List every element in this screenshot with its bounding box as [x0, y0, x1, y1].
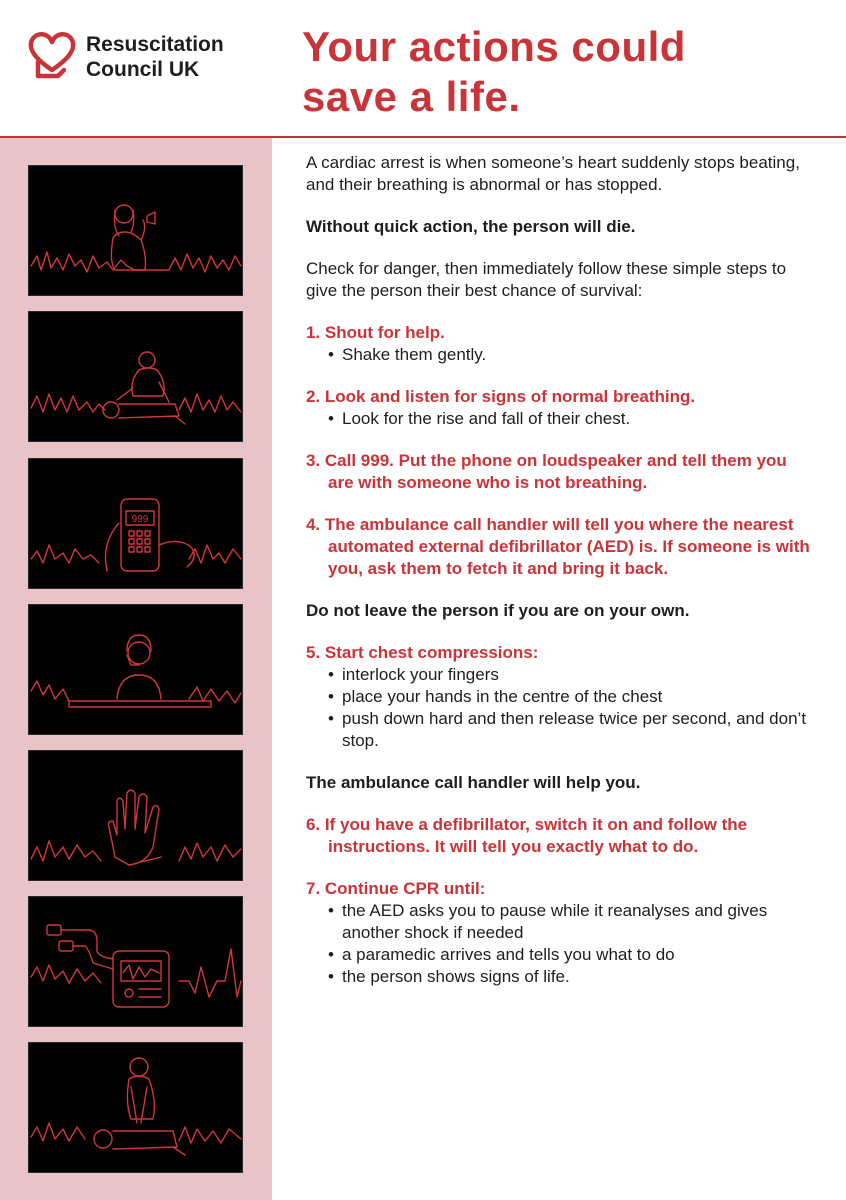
bullet-text: the AED asks you to pause while it reanalyses and gives another shock if needed: [342, 901, 768, 942]
note-alone: Do not leave the person if you are on your own.: [306, 601, 690, 620]
step-2-bullets: [306, 408, 816, 430]
title-line-1: Your actions could: [302, 23, 686, 70]
bullet-item: [306, 944, 816, 966]
intro-text: A cardiac arrest is when someone’s heart suddenly stops beating, and their breathing is abnormal or has stopped.: [306, 153, 800, 194]
bullet-text: Shake them gently.: [342, 345, 487, 364]
step-2-title: 2. Look and listen for signs of normal breathing.: [306, 387, 696, 406]
bullet-item: [306, 900, 816, 944]
step-1: [306, 322, 816, 366]
logo: [24, 26, 284, 86]
step-6-title: 6. If you have a defibrillator, switch it on and follow the instructions. It will tell you exactly what to do.: [306, 815, 748, 856]
bullet-text: push down hard and then release twice per second, and don’t stop.: [342, 709, 807, 750]
step-6: [306, 814, 816, 858]
step-5-bullets: [306, 664, 816, 752]
panel-defibrillator: [28, 896, 243, 1027]
step-3-title: 3. Call 999. Put the phone on loudspeaker and tell them you are with someone who is not breathing.: [306, 451, 787, 492]
note-handler: The ambulance call handler will help you.: [306, 773, 641, 792]
bullet-text: interlock your fingers: [342, 665, 499, 684]
logo-line-2: Council UK: [86, 58, 200, 81]
warning-text: Without quick action, the person will die.: [306, 217, 636, 236]
panel-shout: [28, 165, 243, 296]
bullet-text: a paramedic arrives and tells you what to do: [342, 945, 675, 964]
bullet-text: place your hands in the centre of the chest: [342, 687, 663, 706]
step-5: [306, 642, 816, 752]
bullet-item: [306, 664, 816, 686]
bullet-icon: •: [328, 945, 334, 964]
main-content: [306, 152, 816, 1008]
person-shouting-icon: [29, 166, 242, 295]
bullet-icon: •: [328, 901, 334, 920]
header: [0, 0, 846, 138]
bullet-text: Look for the rise and fall of their chest.: [342, 409, 631, 428]
step-2: [306, 386, 816, 430]
bullet-item: [306, 686, 816, 708]
bullet-icon: •: [328, 709, 334, 728]
panel-call-handler: [28, 604, 243, 735]
bullet-icon: •: [328, 409, 334, 428]
panel-hands: [28, 750, 243, 881]
step-3: [306, 450, 816, 494]
panel-cpr: [28, 1042, 243, 1173]
call-handler-headset-icon: [29, 605, 242, 734]
step-7-bullets: [306, 900, 816, 988]
panel-phone: [28, 458, 243, 589]
cpr-compressions-icon: [29, 1043, 242, 1172]
bullet-icon: •: [328, 687, 334, 706]
logo-line-1: Resuscitation: [86, 33, 224, 56]
defibrillator-icon: [29, 897, 242, 1026]
bullet-text: the person shows signs of life.: [342, 967, 570, 986]
logo-text: [86, 32, 224, 82]
step-5-title: 5. Start chest compressions:: [306, 643, 539, 662]
bullet-icon: •: [328, 345, 334, 364]
illustration-sidebar: [0, 138, 272, 1200]
step-1-bullets: [306, 344, 816, 366]
step-1-title: 1. Shout for help.: [306, 323, 445, 342]
step-4: [306, 514, 816, 580]
panel-shake: [28, 311, 243, 442]
check-text: Check for danger, then immediately follow these simple steps to give the person their best chance of survival:: [306, 259, 787, 300]
bullet-item: [306, 966, 816, 988]
step-7-title: 7. Continue CPR until:: [306, 879, 486, 898]
bullet-item: [306, 708, 816, 752]
step-4-title: 4. The ambulance call handler will tell you where the nearest automated external defibrillator (AED) is. If someone is with you, ask them to fetch it and bring it back.: [306, 515, 810, 578]
page-title: [302, 22, 822, 122]
bullet-icon: •: [328, 665, 334, 684]
title-line-2: save a life.: [302, 73, 521, 120]
bullet-icon: •: [328, 967, 334, 986]
step-7: [306, 878, 816, 988]
phone-screen-number: 999: [131, 514, 149, 525]
bullet-item: [306, 344, 816, 366]
person-shaking-casualty-icon: [29, 312, 242, 441]
phone-999-icon: [29, 459, 242, 588]
interlocked-hands-icon: [29, 751, 242, 880]
bullet-item: [306, 408, 816, 430]
heart-logo-icon: [24, 26, 80, 82]
